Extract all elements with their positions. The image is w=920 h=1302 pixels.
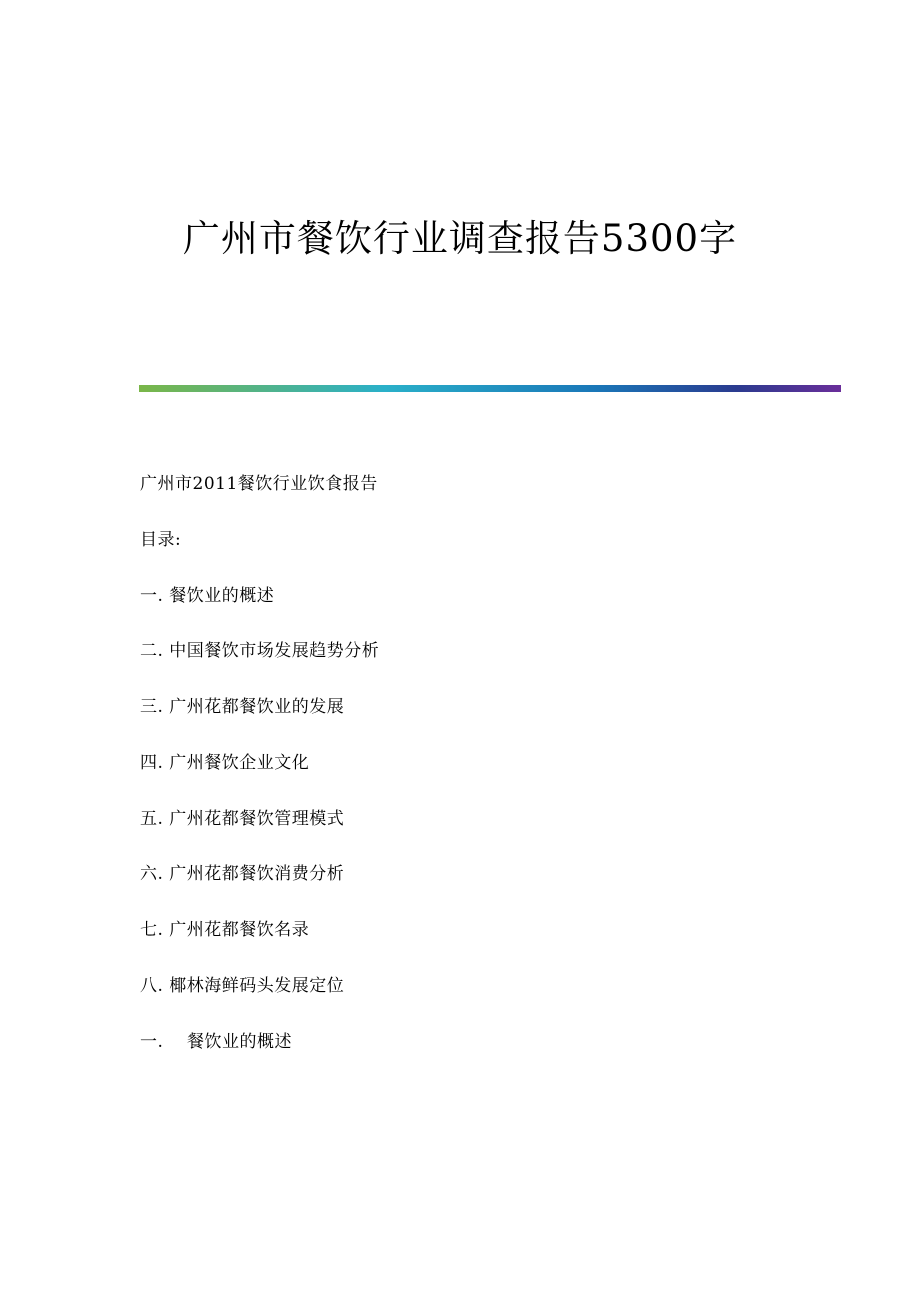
toc-item: 三. 广州花都餐饮业的发展	[140, 697, 345, 717]
page-title: 广州市餐饮行业调查报告5300字	[182, 217, 738, 260]
toc-item: 五. 广州花都餐饮管理模式	[140, 808, 345, 829]
section-heading	[140, 1026, 840, 1058]
toc-item: 七. 广州花都餐饮名录	[140, 920, 310, 940]
toc-item: 六. 广州花都餐饮消费分析	[140, 864, 345, 885]
title-divider	[139, 385, 841, 392]
toc-item: 四. 广州餐饮企业文化	[140, 752, 310, 773]
toc-item: 二. 中国餐饮市场发展趋势分析	[140, 641, 380, 662]
report-subtitle: 广州市2011餐饮行业饮食报告	[140, 474, 378, 494]
toc-heading: 目录:	[140, 529, 182, 550]
document-body	[140, 468, 840, 1081]
section-number: 一.	[140, 1031, 164, 1052]
section-title: 餐饮业的概述	[187, 1031, 292, 1052]
toc-item: 八. 椰林海鲜码头发展定位	[140, 975, 345, 996]
toc-item: 一. 餐饮业的概述	[140, 585, 275, 606]
